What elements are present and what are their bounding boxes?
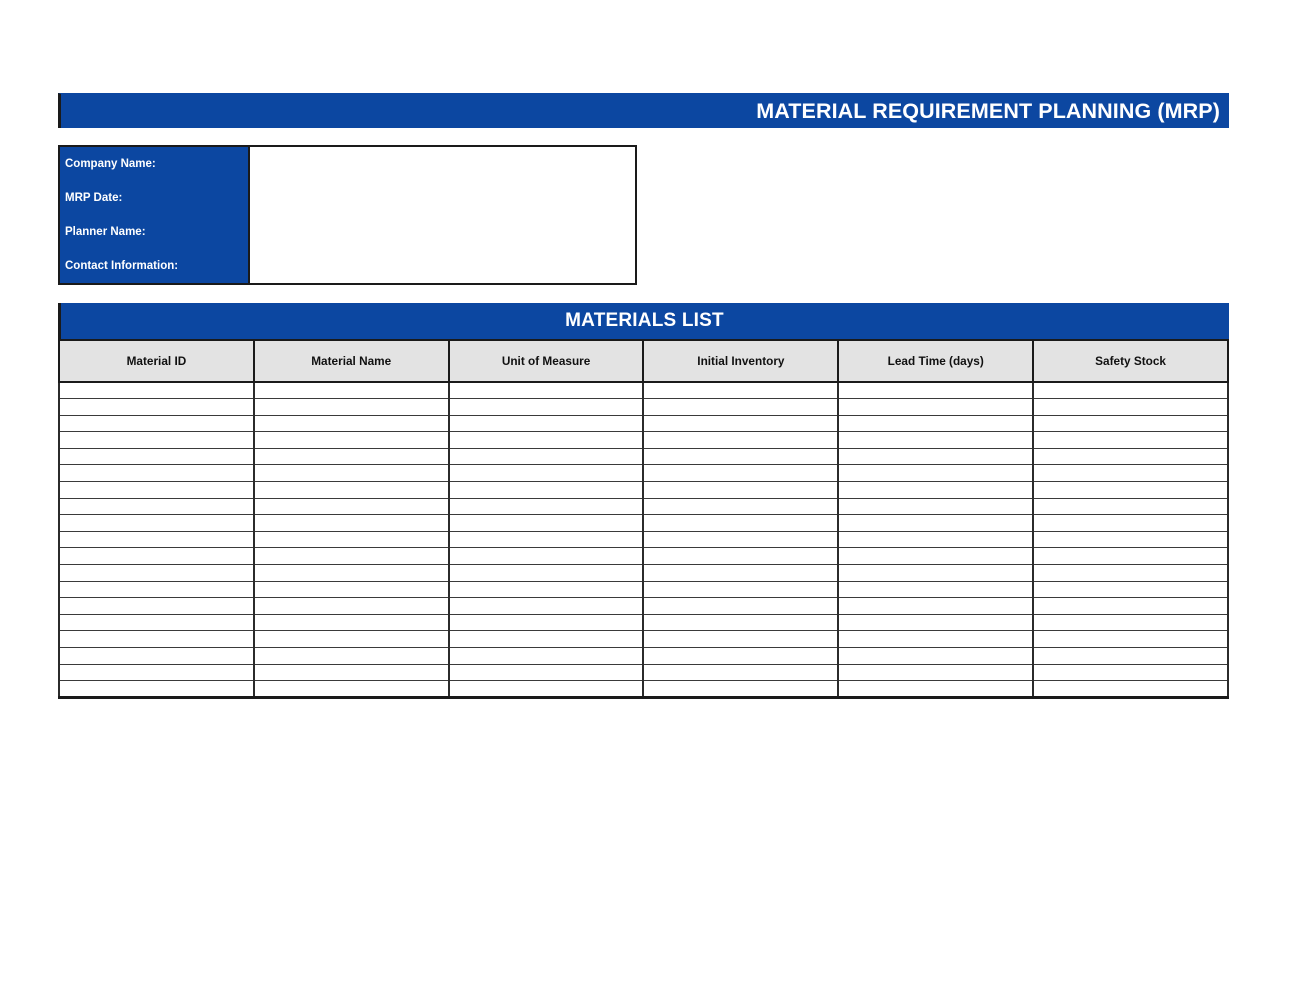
table-cell[interactable] <box>59 465 254 482</box>
table-cell[interactable] <box>643 515 838 532</box>
materials-table <box>58 339 1229 699</box>
table-cell[interactable] <box>59 415 254 432</box>
table-cell[interactable] <box>254 498 449 515</box>
table-cell[interactable] <box>1033 515 1228 532</box>
table-row <box>59 614 1228 631</box>
table-cell[interactable] <box>254 432 449 449</box>
table-cell[interactable] <box>1033 399 1228 416</box>
table-cell[interactable] <box>1033 382 1228 399</box>
table-cell[interactable] <box>59 531 254 548</box>
table-cell[interactable] <box>254 448 449 465</box>
column-header: Unit of Measure <box>449 340 644 382</box>
table-cell[interactable] <box>838 399 1033 416</box>
table-cell[interactable] <box>254 631 449 648</box>
table-cell[interactable] <box>449 598 644 615</box>
table-cell[interactable] <box>449 432 644 449</box>
table-cell[interactable] <box>1033 565 1228 582</box>
materials-list-header-bar <box>58 303 1229 339</box>
table-cell[interactable] <box>838 581 1033 598</box>
table-cell[interactable] <box>643 498 838 515</box>
table-cell[interactable] <box>59 498 254 515</box>
table-cell[interactable] <box>59 681 254 698</box>
table-cell[interactable] <box>59 515 254 532</box>
table-cell[interactable] <box>59 581 254 598</box>
table-cell[interactable] <box>1033 648 1228 665</box>
table-cell[interactable] <box>449 581 644 598</box>
table-row <box>59 498 1228 515</box>
column-header: Safety Stock <box>1033 340 1228 382</box>
table-cell[interactable] <box>643 581 838 598</box>
table-cell[interactable] <box>643 614 838 631</box>
table-cell[interactable] <box>643 448 838 465</box>
table-cell[interactable] <box>449 482 644 499</box>
info-value-field[interactable] <box>250 215 635 249</box>
table-row <box>59 548 1228 565</box>
table-cell[interactable] <box>254 598 449 615</box>
table-cell[interactable] <box>449 399 644 416</box>
table-cell[interactable] <box>1033 432 1228 449</box>
table-cell[interactable] <box>1033 581 1228 598</box>
table-row <box>59 598 1228 615</box>
table-cell[interactable] <box>449 681 644 698</box>
table-cell[interactable] <box>1033 465 1228 482</box>
table-cell[interactable] <box>449 515 644 532</box>
table-cell[interactable] <box>643 681 838 698</box>
table-cell[interactable] <box>643 531 838 548</box>
table-cell[interactable] <box>838 465 1033 482</box>
table-cell[interactable] <box>254 465 449 482</box>
table-cell[interactable] <box>838 631 1033 648</box>
table-cell[interactable] <box>1033 498 1228 515</box>
table-cell[interactable] <box>449 664 644 681</box>
table-cell[interactable] <box>643 664 838 681</box>
info-label: Planner Name: <box>65 226 146 238</box>
info-value-field[interactable] <box>250 147 635 181</box>
document-title-bar <box>58 93 1229 128</box>
table-cell[interactable] <box>838 382 1033 399</box>
table-cell[interactable] <box>59 565 254 582</box>
table-cell[interactable] <box>449 548 644 565</box>
table-cell[interactable] <box>643 415 838 432</box>
table-cell[interactable] <box>449 498 644 515</box>
table-cell[interactable] <box>254 548 449 565</box>
table-cell[interactable] <box>1033 614 1228 631</box>
table-cell[interactable] <box>449 448 644 465</box>
table-cell[interactable] <box>254 648 449 665</box>
table-row <box>59 581 1228 598</box>
info-label: MRP Date: <box>65 192 123 204</box>
table-cell[interactable] <box>59 399 254 416</box>
table-cell[interactable] <box>254 664 449 681</box>
info-value-field[interactable] <box>250 181 635 215</box>
table-cell[interactable] <box>449 648 644 665</box>
table-cell[interactable] <box>643 648 838 665</box>
table-cell[interactable] <box>59 648 254 665</box>
table-cell[interactable] <box>449 465 644 482</box>
table-cell[interactable] <box>254 515 449 532</box>
table-cell[interactable] <box>59 382 254 399</box>
table-cell[interactable] <box>1033 664 1228 681</box>
table-cell[interactable] <box>254 565 449 582</box>
table-cell[interactable] <box>838 482 1033 499</box>
table-cell[interactable] <box>1033 598 1228 615</box>
table-row <box>59 382 1228 399</box>
info-value-column <box>250 145 637 285</box>
table-cell[interactable] <box>254 531 449 548</box>
table-cell[interactable] <box>254 681 449 698</box>
table-cell[interactable] <box>449 631 644 648</box>
table-cell[interactable] <box>643 465 838 482</box>
table-row <box>59 681 1228 698</box>
table-cell[interactable] <box>59 664 254 681</box>
table-cell[interactable] <box>449 531 644 548</box>
table-cell[interactable] <box>838 498 1033 515</box>
table-cell[interactable] <box>643 482 838 499</box>
info-label: Company Name: <box>65 158 156 170</box>
table-cell[interactable] <box>254 382 449 399</box>
table-cell[interactable] <box>254 399 449 416</box>
table-cell[interactable] <box>1033 415 1228 432</box>
table-row <box>59 515 1228 532</box>
table-cell[interactable] <box>838 432 1033 449</box>
table-cell[interactable] <box>1033 531 1228 548</box>
document-info-block <box>58 145 637 285</box>
table-row <box>59 415 1228 432</box>
table-row <box>59 448 1228 465</box>
table-cell[interactable] <box>254 415 449 432</box>
table-cell[interactable] <box>449 565 644 582</box>
table-row <box>59 631 1228 648</box>
table-cell[interactable] <box>838 565 1033 582</box>
table-row <box>59 648 1228 665</box>
table-cell[interactable] <box>59 482 254 499</box>
table-cell[interactable] <box>59 598 254 615</box>
table-row <box>59 664 1228 681</box>
table-cell[interactable] <box>838 515 1033 532</box>
column-header: Material Name <box>254 340 449 382</box>
info-label: Contact Information: <box>65 260 179 272</box>
table-cell[interactable] <box>838 681 1033 698</box>
table-cell[interactable] <box>643 382 838 399</box>
materials-table-head <box>59 340 1228 382</box>
table-cell[interactable] <box>254 482 449 499</box>
table-cell[interactable] <box>449 614 644 631</box>
table-row <box>59 432 1228 449</box>
table-row <box>59 531 1228 548</box>
materials-list-section <box>58 303 1229 699</box>
table-cell[interactable] <box>838 415 1033 432</box>
table-cell[interactable] <box>59 631 254 648</box>
table-row <box>59 465 1228 482</box>
table-header-row <box>59 340 1228 382</box>
info-value-field[interactable] <box>250 249 635 283</box>
table-row <box>59 482 1228 499</box>
table-cell[interactable] <box>838 548 1033 565</box>
table-cell[interactable] <box>838 664 1033 681</box>
table-row <box>59 565 1228 582</box>
table-cell[interactable] <box>449 382 644 399</box>
column-header: Initial Inventory <box>643 340 838 382</box>
table-cell[interactable] <box>643 548 838 565</box>
table-cell[interactable] <box>59 432 254 449</box>
materials-list-title: MATERIALS LIST <box>565 310 724 331</box>
table-cell[interactable] <box>59 614 254 631</box>
info-label-column <box>58 145 250 285</box>
table-cell[interactable] <box>254 581 449 598</box>
table-cell[interactable] <box>59 548 254 565</box>
table-cell[interactable] <box>1033 482 1228 499</box>
table-cell[interactable] <box>643 631 838 648</box>
table-cell[interactable] <box>254 614 449 631</box>
column-header: Material ID <box>59 340 254 382</box>
table-row <box>59 399 1228 416</box>
table-cell[interactable] <box>838 448 1033 465</box>
table-cell[interactable] <box>1033 631 1228 648</box>
table-cell[interactable] <box>1033 548 1228 565</box>
materials-table-body <box>59 382 1228 697</box>
table-cell[interactable] <box>643 598 838 615</box>
table-cell[interactable] <box>643 432 838 449</box>
table-cell[interactable] <box>838 648 1033 665</box>
table-cell[interactable] <box>1033 448 1228 465</box>
table-cell[interactable] <box>838 614 1033 631</box>
table-cell[interactable] <box>1033 681 1228 698</box>
table-cell[interactable] <box>643 565 838 582</box>
page-title: MATERIAL REQUIREMENT PLANNING (MRP) <box>756 98 1220 123</box>
table-cell[interactable] <box>59 448 254 465</box>
table-cell[interactable] <box>838 531 1033 548</box>
table-cell[interactable] <box>643 399 838 416</box>
table-cell[interactable] <box>838 598 1033 615</box>
column-header: Lead Time (days) <box>838 340 1033 382</box>
table-cell[interactable] <box>449 415 644 432</box>
